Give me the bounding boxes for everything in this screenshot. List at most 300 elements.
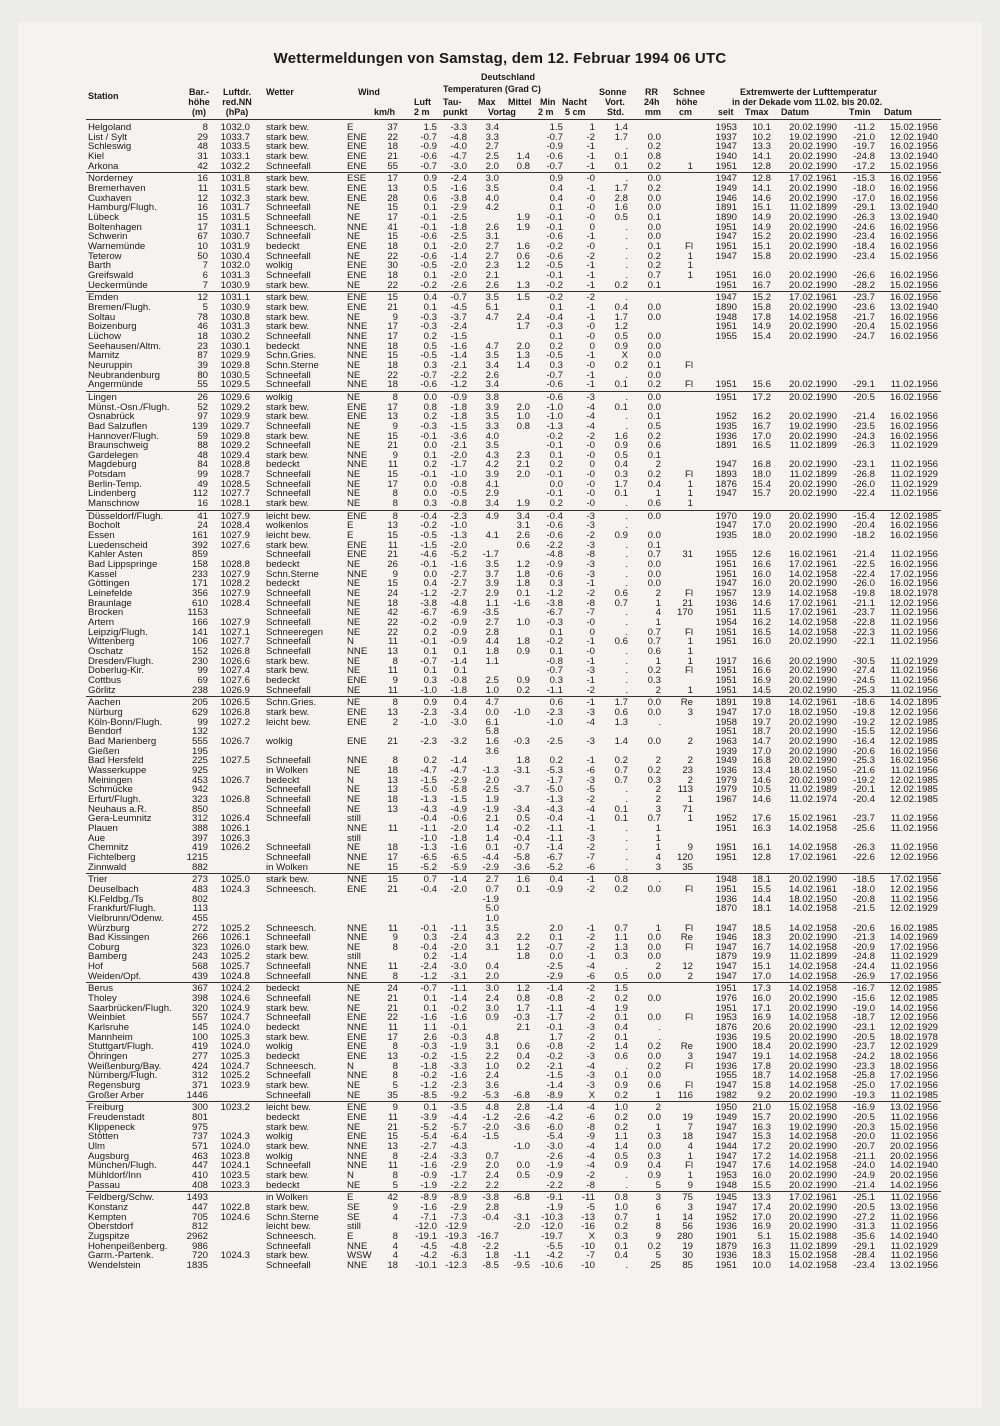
cell-wind-dir: NNE <box>347 1160 368 1172</box>
cell-sunshine: 0.1 <box>614 1240 628 1252</box>
cell-tmin: -18.0 <box>853 883 875 895</box>
cell-temp-mean: -2.6 <box>513 1112 530 1123</box>
cell-tmax: 10.5 <box>752 784 771 796</box>
cell-since: 1900 <box>715 1041 737 1053</box>
cell-wind-dir: NE <box>347 250 361 262</box>
cell-station: Seehausen/Altm. <box>88 340 162 352</box>
cell-sunshine: 1.5 <box>614 983 628 995</box>
cell-station: Greifswald <box>88 269 134 281</box>
cell-tmin-date: 13.02.1956 <box>889 1102 938 1114</box>
cell-tmin-date: 16.02.1956 <box>889 559 938 570</box>
cell-tmax: 14.9 <box>752 221 771 233</box>
cell-tmin: -18.7 <box>853 1012 875 1024</box>
cell-night-5cm: -1 <box>586 151 595 162</box>
cell-temp-air: 0.7 <box>423 874 437 886</box>
cell-since: 1951 <box>715 636 737 648</box>
cell-wind-speed: 17 <box>387 851 398 863</box>
cell-temp-air: -5.0 <box>420 784 437 796</box>
cell-tmax: 16.7 <box>752 941 771 953</box>
cell-night-5cm: 1 <box>589 122 595 133</box>
cell-sunshine: 1.4 <box>614 1041 628 1053</box>
cell-night-5cm: -0 <box>586 646 595 657</box>
cell-height: 882 <box>191 861 208 873</box>
cell-tmax: 18.7 <box>752 1070 771 1082</box>
cell-night-5cm: X <box>588 1230 595 1242</box>
cell-pressure: 1031.9 <box>220 240 250 252</box>
cell-weather: bedeckt <box>266 459 300 471</box>
cell-temp-air: 0.1 <box>423 1002 437 1014</box>
table-row <box>0 1042 1000 1052</box>
cell-wind-speed: 17 <box>387 1031 398 1043</box>
cell-height: 243 <box>191 951 208 963</box>
cell-tmax-date: 20.02.1990 <box>788 231 837 243</box>
cell-dewpoint: -1.7 <box>450 1170 467 1181</box>
cell-temp-min: -4.8 <box>546 549 563 561</box>
cell-temp-min: -0.9 <box>546 883 563 895</box>
cell-tmax: 16.1 <box>752 842 771 854</box>
cell-pressure: 1027.9 <box>220 617 250 628</box>
cell-tmax: 19.8 <box>752 697 771 709</box>
cell-weather: Schneefall <box>266 842 311 854</box>
cell-temp-air: -0.4 <box>420 510 437 522</box>
cell-precip: 0.2 <box>647 183 661 194</box>
cell-tmax-date: 20.02.1990 <box>788 1060 837 1072</box>
cell-height: 398 <box>191 993 208 1005</box>
cell-temp-max: 2.0 <box>485 970 499 982</box>
cell-precip: 1 <box>655 1121 661 1133</box>
cell-temp-mean: -0.2 <box>513 822 530 834</box>
cell-height: 367 <box>191 983 208 995</box>
cell-snow: 71 <box>682 803 693 815</box>
cell-station: Passau <box>88 1179 120 1191</box>
cell-night-5cm: -2 <box>586 292 595 304</box>
cell-sunshine: 0.1 <box>614 401 628 413</box>
cell-sunshine: . <box>625 520 628 532</box>
cell-tmax-date: 20.02.1990 <box>788 520 837 532</box>
cell-height: 17 <box>197 221 208 233</box>
cell-tmax: 15.1 <box>752 240 771 252</box>
cell-weather: Schn.Sterne <box>266 359 319 371</box>
cell-snow: Fl <box>685 1060 693 1072</box>
cell-temp-min: 0.2 <box>549 340 563 352</box>
cell-temp-mean: 1.9 <box>516 221 530 233</box>
cell-wind-dir: NE <box>347 665 361 677</box>
cell-sunshine: . <box>625 684 628 696</box>
cell-station: Freiburg <box>88 1102 124 1114</box>
cell-precip: 0.4 <box>647 478 661 490</box>
cell-temp-mean: 0.1 <box>516 588 530 599</box>
header-kmh: km/h <box>374 107 396 117</box>
cell-height: 99 <box>197 716 208 728</box>
cell-since: 1982 <box>715 1089 737 1101</box>
cell-wind-dir: NE <box>347 420 361 432</box>
cell-station: Wasserkuppe <box>88 764 147 776</box>
cell-temp-max: 1.1 <box>485 597 499 609</box>
cell-temp-mean: 0.2 <box>516 684 530 696</box>
cell-dewpoint: -2.6 <box>450 279 467 291</box>
cell-night-5cm: -4 <box>586 420 595 432</box>
cell-tmax-date: 17.02.1961 <box>788 292 837 304</box>
cell-wind-dir: NE <box>347 626 361 638</box>
cell-pressure: 1028.8 <box>220 459 250 471</box>
cell-tmax: 12.8 <box>752 851 771 863</box>
cell-height: 42 <box>197 160 208 172</box>
cell-since: 1951 <box>715 607 737 619</box>
cell-height: 99 <box>197 469 208 481</box>
cell-station: Zugspitze <box>88 1230 130 1242</box>
cell-snow: 1 <box>687 793 693 805</box>
cell-dewpoint: -2.9 <box>450 1201 467 1213</box>
cell-dewpoint: -4.3 <box>450 1141 467 1152</box>
cell-dewpoint: -2.3 <box>450 510 467 522</box>
cell-temp-mean: 0.8 <box>516 160 530 172</box>
cell-weather: wolkig <box>266 735 293 747</box>
cell-temp-max: 5.0 <box>485 903 499 915</box>
cell-tmax-date: 18.02.1950 <box>788 893 837 905</box>
cell-wind-dir: ENE <box>347 539 367 551</box>
cell-temp-max: 3.3 <box>485 131 499 143</box>
cell-sunshine: 0.9 <box>614 1080 628 1091</box>
cell-temp-max: -3.8 <box>482 1192 499 1204</box>
cell-temp-air: 1.5 <box>423 122 437 133</box>
cell-tmin: -20.9 <box>853 941 875 953</box>
cell-height: 205 <box>191 697 208 709</box>
cell-weather: wolkig <box>266 391 293 403</box>
cell-wind-speed: 35 <box>387 1089 398 1101</box>
cell-pressure: 1024.3 <box>220 1131 250 1143</box>
cell-temp-min: -0.4 <box>546 510 563 522</box>
cell-weather: Schneefall <box>266 549 311 561</box>
cell-tmin-date: 11.02.1956 <box>890 549 938 561</box>
table-row <box>0 1171 1000 1181</box>
cell-wind-dir: NE <box>347 993 361 1005</box>
table-row <box>0 914 1000 924</box>
cell-station: Bremen/Flugh. <box>88 301 151 313</box>
cell-temp-max: 2.1 <box>485 813 499 825</box>
cell-sunshine: . <box>625 260 628 272</box>
cell-temp-max: -8.5 <box>482 1259 499 1271</box>
cell-station: Hannover/Flugh. <box>88 430 159 442</box>
cell-weather: stark bew. <box>266 1141 310 1152</box>
cell-since: 1891 <box>715 202 737 214</box>
cell-station: Feldberg/Schw. <box>88 1192 155 1204</box>
cell-tmax-date: 14.02.1958 <box>788 617 837 628</box>
cell-tmin: -16.7 <box>853 983 875 995</box>
cell-tmax: 10.0 <box>752 1259 771 1271</box>
cell-pressure: 1027.6 <box>220 539 250 551</box>
cell-since: 1951 <box>715 379 737 391</box>
cell-temp-max: 3.5 <box>485 350 499 362</box>
cell-tmin-date: 16.02.1956 <box>889 411 938 423</box>
cell-night-5cm: -1 <box>586 231 595 243</box>
cell-weather: stark bew. <box>266 292 310 304</box>
cell-precip: 1 <box>655 655 661 667</box>
cell-temp-max: -2.2 <box>482 1240 499 1252</box>
cell-station: Dresden/Flugh. <box>88 655 154 667</box>
cell-sunshine: . <box>625 793 628 805</box>
cell-tmax-date: 14.02.1958 <box>788 1131 837 1143</box>
cell-dewpoint: -1.2 <box>450 379 467 391</box>
cell-tmax: 16.2 <box>752 411 771 423</box>
cell-snow: Fl <box>685 1080 693 1091</box>
cell-tmax-date: 17.02.1961 <box>788 851 837 863</box>
table-row <box>0 589 1000 599</box>
cell-dewpoint: -2.0 <box>450 449 467 461</box>
cell-wind-dir: NE <box>347 1002 361 1014</box>
cell-tmin: -24.0 <box>853 1160 875 1172</box>
cell-station: Arkona <box>88 160 119 172</box>
header-extrem1: Extremwerte der Lufttemperatur <box>740 87 878 97</box>
cell-sunshine: 0.8 <box>614 1192 628 1204</box>
cell-wind-dir: ENE <box>347 1041 367 1053</box>
cell-tmax: 17.0 <box>752 745 771 757</box>
cell-tmin: -22.8 <box>853 617 875 628</box>
cell-weather: Schneefall <box>266 784 311 796</box>
table-row <box>0 766 1000 776</box>
cell-height: 419 <box>191 1041 208 1053</box>
cell-precip: 0.0 <box>647 1012 661 1024</box>
cell-pressure: 1029.9 <box>220 411 250 423</box>
cell-temp-max: 3.4 <box>485 498 499 510</box>
cell-wind-speed: 8 <box>392 1070 398 1082</box>
cell-temp-min: -0.5 <box>546 350 563 362</box>
cell-night-5cm: -3 <box>586 832 595 844</box>
cell-temp-min: -1.4 <box>546 842 563 854</box>
cell-temp-max: 3.4 <box>485 359 499 371</box>
cell-dewpoint: -1.0 <box>450 469 467 481</box>
cell-wind-speed: 15 <box>387 1131 398 1143</box>
cell-tmin-date: 13.02.1940 <box>889 151 938 162</box>
cell-precip: 25 <box>650 1259 661 1271</box>
header-punkt: punkt <box>443 107 468 117</box>
cell-temp-max: -1.7 <box>482 549 499 561</box>
cell-tmax-date: 20.02.1990 <box>788 735 837 747</box>
cell-height: 97 <box>197 411 208 423</box>
cell-night-5cm: -0 <box>586 173 595 185</box>
cell-sunshine: 0.7 <box>614 1211 628 1223</box>
cell-wind-dir: NE <box>347 793 361 805</box>
cell-precip: 0.0 <box>647 340 661 352</box>
cell-temp-min: 0.1 <box>549 202 563 214</box>
cell-night-5cm: -6 <box>586 1112 595 1123</box>
cell-height: 356 <box>191 588 208 599</box>
header-max: Max <box>478 97 496 107</box>
cell-height: 419 <box>191 842 208 854</box>
cell-weather: Schneefall <box>266 1240 311 1252</box>
cell-tmin: -19.2 <box>853 774 875 786</box>
table-row <box>0 599 1000 609</box>
cell-temp-max: 3.5 <box>485 183 499 194</box>
cell-height: 88 <box>197 440 208 452</box>
cell-since: 1948 <box>715 1179 737 1191</box>
cell-wind-dir: NE <box>347 983 361 995</box>
cell-sunshine: . <box>625 568 628 580</box>
cell-precip: . <box>658 1022 661 1034</box>
cell-sunshine: 1.0 <box>614 1102 628 1114</box>
cell-station: Konstanz <box>88 1201 129 1213</box>
cell-wind-speed: 2 <box>392 716 398 728</box>
cell-precip: 1 <box>655 488 661 500</box>
cell-temp-min: -0.1 <box>546 440 563 452</box>
cell-station: Bremerhaven <box>88 183 146 194</box>
cell-temp-mean: 1.4 <box>516 359 530 371</box>
cell-tmin-date: 12.02.1985 <box>889 793 938 805</box>
cell-weather: Schneefall <box>266 250 311 262</box>
cell-sunshine: 1.6 <box>614 430 628 442</box>
cell-dewpoint: -2.0 <box>450 883 467 895</box>
cell-tmax: 14.9 <box>752 321 771 333</box>
table-row <box>0 570 1000 580</box>
cell-station: Angermünde <box>88 379 143 391</box>
cell-dewpoint: -1.5 <box>450 420 467 432</box>
cell-station: Köln-Bonn/Flugh. <box>88 716 163 728</box>
cell-tmin: -16.4 <box>853 735 875 747</box>
cell-wind-dir: NE <box>347 578 361 590</box>
cell-sunshine: 0.1 <box>614 1070 628 1082</box>
cell-temp-min: -2.5 <box>546 961 563 973</box>
cell-night-5cm: -2 <box>586 842 595 854</box>
cell-tmax-date: 18.02.1950 <box>788 764 837 776</box>
cell-height: 273 <box>191 874 208 886</box>
header-deutschland: Deutschland <box>481 72 536 82</box>
cell-wind-speed: 55 <box>387 160 398 172</box>
cell-height: 975 <box>191 1121 208 1133</box>
cell-since: 1879 <box>715 951 737 963</box>
cell-temp-mean: -6.8 <box>513 1089 530 1101</box>
cell-wind-speed: 5 <box>392 1080 398 1091</box>
cell-temp-air: -1.2 <box>420 970 437 982</box>
table-row <box>0 962 1000 972</box>
header-min: Min <box>540 97 556 107</box>
cell-tmax-date: 14.02.1958 <box>788 626 837 638</box>
cell-tmax: 16.2 <box>752 617 771 628</box>
cell-tmin-date: 12.02.1985 <box>889 716 938 728</box>
cell-temp-max: 3.5 <box>485 440 499 452</box>
cell-temp-max: 3.5 <box>485 292 499 304</box>
table-row <box>0 1071 1000 1081</box>
cell-precip: 4 <box>655 851 661 863</box>
cell-temp-max: 2.4 <box>485 1170 499 1181</box>
cell-since: 1953 <box>715 122 737 133</box>
cell-dewpoint: -2.1 <box>450 359 467 371</box>
cell-pressure: 1027.7 <box>220 488 250 500</box>
cell-wind-speed: 17 <box>387 401 398 413</box>
cell-wind-speed: 17 <box>387 330 398 342</box>
cell-precip: 0.2 <box>647 379 661 391</box>
cell-temp-min: -0.6 <box>546 250 563 262</box>
cell-sunshine: . <box>625 832 628 844</box>
cell-precip: 0.5 <box>647 420 661 432</box>
cell-tmin-date: 12.02.1956 <box>889 726 938 738</box>
cell-height: 850 <box>191 803 208 815</box>
cell-temp-mean: 0.5 <box>516 813 530 825</box>
cell-pressure: 1028.4 <box>220 520 250 532</box>
cell-station: Braunschweig <box>88 440 149 452</box>
cell-wind-speed: 22 <box>387 279 398 291</box>
table-row <box>0 853 1000 863</box>
cell-temp-min: -0.6 <box>546 151 563 162</box>
cell-temp-max: 3.0 <box>485 173 499 185</box>
cell-height: 447 <box>191 1201 208 1213</box>
cell-temp-max: 3.7 <box>485 568 499 580</box>
cell-temp-air: 0.1 <box>423 665 437 677</box>
cell-height: 11 <box>198 183 208 194</box>
cell-weather: Schneefall <box>266 1070 311 1082</box>
cell-wind-speed: 8 <box>392 941 398 953</box>
cell-precip: 0.1 <box>647 411 661 423</box>
cell-temp-air: 0.0 <box>423 488 437 500</box>
cell-sunshine: 1.4 <box>614 735 628 747</box>
cell-tmax: 16.8 <box>752 755 771 767</box>
cell-precip: 0.1 <box>647 279 661 291</box>
cell-snow: 1 <box>687 498 693 510</box>
cell-temp-air: -19.1 <box>415 1230 437 1242</box>
cell-temp-max: 5.1 <box>485 301 499 313</box>
cell-tmin-date: 14.02.1956 <box>889 1002 938 1014</box>
cell-height: 463 <box>191 1150 208 1162</box>
cell-temp-mean: 0.4 <box>516 1051 530 1062</box>
cell-station: Neubrandenburg <box>88 369 161 381</box>
cell-tmax: 14.6 <box>752 774 771 786</box>
cell-tmin-date: 16.02.1956 <box>889 240 938 252</box>
cell-dewpoint: 0.1 <box>453 665 467 677</box>
cell-tmin-date: 11.02.1985 <box>890 1089 938 1101</box>
cell-tmin-date: 16.02.1956 <box>889 755 938 767</box>
cell-pressure: 1030.7 <box>220 231 250 243</box>
cell-wind-speed: 24 <box>387 588 398 599</box>
cell-tmin: -20.4 <box>853 520 875 532</box>
cell-wind-speed: 18 <box>387 359 398 371</box>
cell-tmax: 16.6 <box>752 559 771 570</box>
cell-since: 1891 <box>715 440 737 452</box>
cell-temp-mean: -9.5 <box>513 1259 530 1271</box>
cell-temp-mean: 0.8 <box>516 420 530 432</box>
cell-since: 1952 <box>715 813 737 825</box>
cell-tmin: -26.6 <box>853 269 875 281</box>
cell-tmin-date: 12.02.1985 <box>889 784 938 796</box>
cell-precip: 0.7 <box>647 549 661 561</box>
cell-since: 1936 <box>715 430 737 442</box>
cell-temp-max: 3.8 <box>485 391 499 403</box>
cell-precip: 0.0 <box>647 192 661 204</box>
cell-tmax-date: 11.02.1899 <box>789 951 837 963</box>
cell-night-5cm: -3 <box>586 774 595 786</box>
cell-snow: 1 <box>687 813 693 825</box>
cell-temp-max: 4.4 <box>485 636 499 648</box>
cell-temp-mean: 1.2 <box>516 260 530 272</box>
cell-wind-speed: 41 <box>387 221 398 233</box>
cell-wind-dir: ENE <box>347 510 367 522</box>
cell-weather: Schneefall <box>266 636 311 648</box>
cell-temp-max: 0.1 <box>485 842 499 854</box>
cell-height: 312 <box>191 1070 208 1082</box>
cell-precip: 0.2 <box>647 1041 661 1053</box>
cell-height: 1493 <box>186 1192 208 1204</box>
cell-since: 1951 <box>715 684 737 696</box>
table-row <box>0 1142 1000 1152</box>
cell-snow: 1 <box>687 269 693 281</box>
cell-wind-speed: 11 <box>388 822 398 834</box>
header-mittel: Mittel <box>508 97 532 107</box>
cell-temp-min: 2.0 <box>549 922 563 934</box>
cell-since: 1951 <box>715 983 737 995</box>
cell-height: 408 <box>191 1179 208 1191</box>
cell-weather: stark bew. <box>266 183 310 194</box>
cell-tmax-date: 14.02.1958 <box>788 941 837 953</box>
cell-temp-min: -0.1 <box>546 469 563 481</box>
cell-temp-max: 4.7 <box>485 311 499 323</box>
cell-night-5cm: -4 <box>586 961 595 973</box>
